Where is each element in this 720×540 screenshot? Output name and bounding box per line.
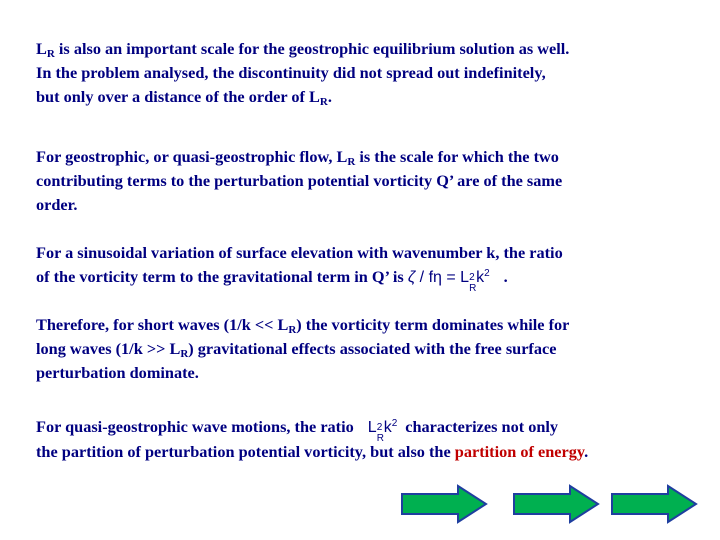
nav-previous-arrow-shape <box>514 486 598 522</box>
p2-line-2: contributing terms to the perturbation potential vorticity Q’ are of the same <box>36 171 563 190</box>
nav-first-arrow-shape <box>402 486 486 522</box>
p4-line-2: long waves $(1/k >> L_R)$ gravitational effects associated with the free surface <box>36 339 557 360</box>
p3-line-2: of the vorticity term to the gravitational term in Q’ is ζ / fη = L 2 R $k^2$ . <box>36 267 508 294</box>
energy-ratio-formula: L 2 R $k^2$ <box>367 418 398 444</box>
p2-line-3: order. <box>36 195 78 214</box>
p5-line-1: For quasi-geostrophic wave motions, the ratio L 2 R $k^2$ characterizes not only <box>36 417 559 444</box>
paragraph-1 <box>36 37 706 109</box>
nav-previous-arrow-icon[interactable] <box>512 484 600 524</box>
p5-line-2: the partition of perturbation potential vorticity, but also the partition of energy. <box>36 442 589 461</box>
p1-line-2: In the problem analysed, the discontinuity did not spread out indefinitely, <box>36 63 546 82</box>
partition-of-energy-emphasis: partition of energy <box>454 442 585 461</box>
p4-line-3: perturbation dominate. <box>36 363 199 382</box>
p3-line-1: For a sinusoidal variation of surface elevation with wavenumber k, the ratio <box>36 243 563 262</box>
p4-line-1: Therefore, for short waves $(1/k << L_R)$ the vorticity term dominates while for <box>36 315 570 336</box>
paragraph-4 <box>36 313 706 385</box>
paragraph-5 <box>36 415 706 464</box>
paragraph-3 <box>36 241 706 294</box>
nav-first-arrow-icon[interactable] <box>400 484 488 524</box>
nav-next-arrow-shape <box>612 486 696 522</box>
p1-line-3: but only over a distance of the order of $L_R$. <box>36 87 332 108</box>
nav-next-arrow-icon[interactable] <box>610 484 698 524</box>
p2-line-1: For geostrophic, or quasi-geostrophic flow, $L_R$ is the scale for which the two <box>36 147 559 168</box>
paragraph-2 <box>36 145 706 217</box>
vorticity-ratio-formula: ζ / fη = L 2 R $k^2$ <box>407 268 490 294</box>
p1-line-1: $L_R$ is also an important scale for the geostrophic equilibrium solution as well. <box>36 39 570 60</box>
